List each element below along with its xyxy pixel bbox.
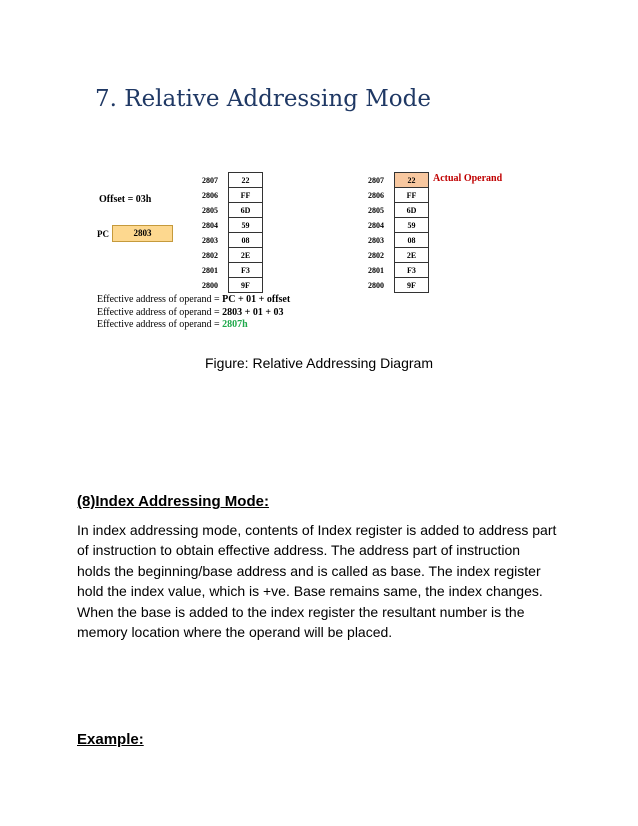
memory-value: 2E xyxy=(395,248,429,263)
memory-value: FF xyxy=(229,188,263,203)
equation-prefix: Effective address of operand = xyxy=(97,307,223,318)
example-heading: Example: xyxy=(77,731,144,748)
memory-row xyxy=(202,233,263,248)
memory-address: 2801 xyxy=(368,265,384,275)
equation-result: 2807h xyxy=(222,319,248,330)
memory-address: 2801 xyxy=(202,265,218,275)
memory-value: 59 xyxy=(395,218,429,233)
memory-row xyxy=(368,173,429,188)
equation-line-3 xyxy=(97,319,248,330)
memory-row xyxy=(202,188,263,203)
memory-address: 2806 xyxy=(368,190,384,200)
memory-row xyxy=(202,203,263,218)
memory-value: 22 xyxy=(229,173,263,188)
memory-row xyxy=(368,218,429,233)
memory-value: FF xyxy=(395,188,429,203)
memory-address: 2804 xyxy=(368,220,384,230)
memory-address: 2802 xyxy=(202,250,218,260)
equation-prefix: Effective address of operand = xyxy=(97,319,223,330)
memory-address: 2806 xyxy=(202,190,218,200)
memory-row xyxy=(202,278,263,293)
memory-value: 9F xyxy=(395,278,429,293)
memory-row xyxy=(368,248,429,263)
memory-row xyxy=(202,248,263,263)
memory-row xyxy=(368,188,429,203)
memory-table-left xyxy=(202,172,263,293)
memory-row xyxy=(202,218,263,233)
equation-value: PC + 01 + offset xyxy=(222,294,291,305)
pc-label: PC xyxy=(97,229,109,239)
memory-row xyxy=(368,233,429,248)
memory-address: 2805 xyxy=(202,205,218,215)
memory-address: 2804 xyxy=(202,220,218,230)
memory-address: 2800 xyxy=(202,280,218,290)
section-heading: (8)Index Addressing Mode: xyxy=(77,493,269,510)
body-paragraph: In index addressing mode, contents of Index register is added to address part of instruction to obtain effective address. The address part of instruction holds the beginning/base address and is called as base. The index register hold the index value, which is +ve. Base remains same, the index changes. When the base is added to the index register the resultant number is the memory location where the operand will be placed. xyxy=(77,522,557,641)
memory-value: 59 xyxy=(229,218,263,233)
memory-row xyxy=(368,203,429,218)
memory-row xyxy=(202,263,263,278)
memory-value: 2E xyxy=(229,248,263,263)
memory-value: 9F xyxy=(229,278,263,293)
figure-caption: Figure: Relative Addressing Diagram xyxy=(205,355,433,371)
memory-address: 2802 xyxy=(368,250,384,260)
memory-address: 2803 xyxy=(202,235,218,245)
pc-register-box: 2803 xyxy=(112,225,173,242)
memory-value: 08 xyxy=(229,233,263,248)
memory-address: 2807 xyxy=(202,175,218,185)
memory-row xyxy=(202,173,263,188)
offset-label: Offset = 03h xyxy=(99,194,152,205)
memory-value: 6D xyxy=(395,203,429,218)
equation-prefix: Effective address of operand = xyxy=(97,294,223,305)
equation-line-2 xyxy=(97,307,284,318)
memory-value: 22 xyxy=(395,173,429,188)
memory-address: 2807 xyxy=(368,175,384,185)
memory-address: 2803 xyxy=(368,235,384,245)
equation-value: 2803 + 01 + 03 xyxy=(222,307,284,318)
memory-row xyxy=(368,263,429,278)
memory-row xyxy=(368,278,429,293)
memory-value: 6D xyxy=(229,203,263,218)
actual-operand-label: Actual Operand xyxy=(433,173,503,184)
memory-address: 2800 xyxy=(368,280,384,290)
memory-value: F3 xyxy=(395,263,429,278)
equation-line-1 xyxy=(97,294,290,305)
memory-value: F3 xyxy=(229,263,263,278)
memory-value: 08 xyxy=(395,233,429,248)
memory-table-right xyxy=(368,172,429,293)
slide-title: 7. Relative Addressing Mode xyxy=(95,86,431,112)
memory-address: 2805 xyxy=(368,205,384,215)
